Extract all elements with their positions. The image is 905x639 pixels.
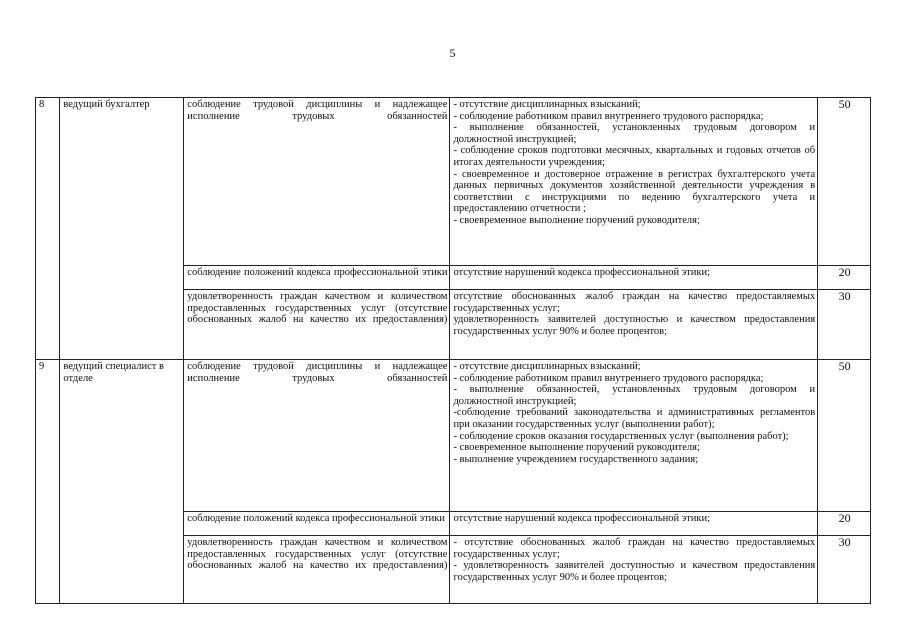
- page-number: 5: [449, 46, 456, 60]
- indicators-cell: [450, 512, 818, 536]
- indicator-item: удовлетворенность заявителей доступностью и качеством предоставления государственных услуг 90% и более процентов;: [453, 314, 816, 337]
- position-title: ведущий бухгалтер: [60, 98, 184, 360]
- indicator-item: - соблюдение сроков оказания государственных услуг (выполнения работ);: [453, 430, 789, 442]
- indicator-item: отсутствие нарушений кодекса профессиональной этики;: [453, 513, 711, 524]
- points-cell: 20: [818, 266, 871, 290]
- indicator-item: - отсутствие дисциплинарных взысканий;: [453, 361, 641, 372]
- indicators-cell: [450, 360, 818, 512]
- indicator-item: - своевременное выполнение поручений руководителя;: [453, 442, 700, 454]
- criterion-cell: соблюдение положений кодекса профессиональной этики: [184, 266, 450, 290]
- criteria-table: [35, 97, 871, 604]
- indicator-item: - выполнение обязанностей, установленных трудовым договором и должностной инструкцией;: [453, 384, 816, 407]
- points-cell: 50: [818, 98, 871, 266]
- indicator-item: - отсутствие дисциплинарных взысканий;: [453, 99, 641, 110]
- criterion-cell: удовлетворенность граждан качеством и количеством предоставленных государственных услуг (отсутствие обоснованных жалоб на качество их предоставления): [184, 290, 450, 360]
- indicator-item: - соблюдение сроков подготовки месячных, квартальных и годовых отчетов об итогах деятельности учреждения;: [453, 145, 816, 168]
- points-cell: 50: [818, 360, 871, 512]
- points-cell: 30: [818, 290, 871, 360]
- indicator-item: - выполнение обязанностей, установленных трудовым договором и должностной инструкцией;: [453, 122, 816, 145]
- points-cell: 20: [818, 512, 871, 536]
- indicator-item: - выполнение учреждением государственного задания;: [453, 453, 699, 465]
- indicators-cell: [450, 290, 818, 360]
- indicator-item: - своевременное и достоверное отражение в регистрах бухгалтерского учета данных первичных документов хозяйственной деятельности учреждения в соответствии с инструкциями по ведению бухгалтерского учета и предоставлению отчетности ;: [453, 168, 816, 215]
- indicator-item: - удовлетворенность заявителей доступностью и качеством предоставления государственных услуг 90% и более процентов;: [453, 560, 816, 583]
- indicator-item: - своевременное выполнение поручений руководителя;: [453, 214, 700, 226]
- criterion-cell: соблюдение трудовой дисциплины и надлежащее исполнение трудовых обязанностей: [184, 98, 450, 266]
- table-row: [36, 98, 871, 266]
- indicator-item: отсутствие нарушений кодекса профессиональной этики;: [453, 267, 711, 278]
- indicator-item: -соблюдение требований законодательства и административных регламентов при оказании государственных услуг (выполнении работ);: [453, 407, 816, 430]
- indicator-item: - соблюдение работником правил внутреннего трудового распорядка;: [453, 110, 764, 122]
- indicators-cell: [450, 266, 818, 290]
- indicators-cell: [450, 98, 818, 266]
- position-title: ведущий специалист в отделе: [60, 360, 184, 604]
- table-row: [36, 360, 871, 512]
- row-number: 9: [36, 360, 60, 604]
- indicator-item: - отсутствие обоснованных жалоб граждан на качество предоставляемых государственных услуг;: [453, 537, 816, 560]
- criterion-cell: соблюдение положений кодекса профессиональной этики: [184, 512, 450, 536]
- row-number: 8: [36, 98, 60, 360]
- points-cell: 30: [818, 536, 871, 604]
- criterion-cell: соблюдение трудовой дисциплины и надлежащее исполнение трудовых обязанностей: [184, 360, 450, 512]
- criterion-cell: удовлетворенность граждан качеством и количеством предоставленных государственных услуг (отсутствие обоснованных жалоб на качество их предоставления): [184, 536, 450, 604]
- indicator-item: отсутствие обоснованных жалоб граждан на качество предоставляемых государственных услуг;: [453, 291, 816, 314]
- indicator-item: - соблюдение работником правил внутреннего трудового распорядка;: [453, 372, 764, 384]
- indicators-cell: [450, 536, 818, 604]
